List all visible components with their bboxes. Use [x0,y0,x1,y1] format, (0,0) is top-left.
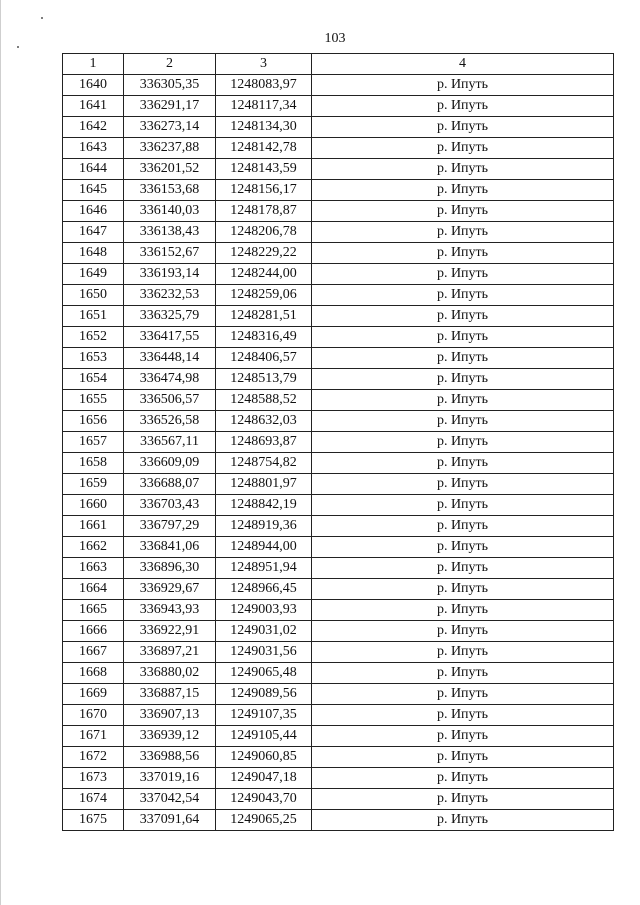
x-coordinate-cell: 336797,29 [124,516,216,537]
y-coordinate-cell: 1248588,52 [216,390,312,411]
point-number-cell: 1642 [63,117,124,138]
header-col-2: 2 [124,54,216,75]
point-number-cell: 1655 [63,390,124,411]
description-cell: р. Ипуть [312,327,614,348]
point-number-cell: 1662 [63,537,124,558]
table-row [63,558,614,579]
table-row [63,390,614,411]
header-col-4: 4 [312,54,614,75]
table-row [63,768,614,789]
description-cell: р. Ипуть [312,348,614,369]
table-row [63,306,614,327]
table-row [63,474,614,495]
x-coordinate-cell: 336567,11 [124,432,216,453]
description-cell: р. Ипуть [312,201,614,222]
scan-speck [41,17,43,19]
description-cell: р. Ипуть [312,621,614,642]
x-coordinate-cell: 336896,30 [124,558,216,579]
description-cell: р. Ипуть [312,411,614,432]
point-number-cell: 1670 [63,705,124,726]
y-coordinate-cell: 1249031,02 [216,621,312,642]
y-coordinate-cell: 1249089,56 [216,684,312,705]
table-row [63,159,614,180]
description-cell: р. Ипуть [312,747,614,768]
scan-edge [0,0,1,905]
y-coordinate-cell: 1248919,36 [216,516,312,537]
table-row [63,726,614,747]
point-number-cell: 1656 [63,411,124,432]
x-coordinate-cell: 336929,67 [124,579,216,600]
point-number-cell: 1667 [63,642,124,663]
x-coordinate-cell: 336506,57 [124,390,216,411]
description-cell: р. Ипуть [312,684,614,705]
x-coordinate-cell: 336922,91 [124,621,216,642]
y-coordinate-cell: 1248406,57 [216,348,312,369]
point-number-cell: 1668 [63,663,124,684]
x-coordinate-cell: 336325,79 [124,306,216,327]
table-row [63,243,614,264]
point-number-cell: 1641 [63,96,124,117]
y-coordinate-cell: 1248143,59 [216,159,312,180]
x-coordinate-cell: 336232,53 [124,285,216,306]
table-row [63,684,614,705]
description-cell: р. Ипуть [312,243,614,264]
point-number-cell: 1671 [63,726,124,747]
description-cell: р. Ипуть [312,159,614,180]
x-coordinate-cell: 337042,54 [124,789,216,810]
point-number-cell: 1658 [63,453,124,474]
page-number: 103 [324,31,346,46]
table-row [63,579,614,600]
point-number-cell: 1661 [63,516,124,537]
x-coordinate-cell: 336201,52 [124,159,216,180]
point-number-cell: 1673 [63,768,124,789]
x-coordinate-cell: 336138,43 [124,222,216,243]
description-cell: р. Ипуть [312,369,614,390]
description-cell: р. Ипуть [312,222,614,243]
point-number-cell: 1672 [63,747,124,768]
description-cell: р. Ипуть [312,96,614,117]
description-cell: р. Ипуть [312,138,614,159]
point-number-cell: 1675 [63,810,124,831]
table-row [63,117,614,138]
table-row [63,327,614,348]
x-coordinate-cell: 336193,14 [124,264,216,285]
table-body [63,75,614,831]
x-coordinate-cell: 336417,55 [124,327,216,348]
table-row [63,789,614,810]
description-cell: р. Ипуть [312,180,614,201]
y-coordinate-cell: 1248083,97 [216,75,312,96]
description-cell: р. Ипуть [312,306,614,327]
point-number-cell: 1666 [63,621,124,642]
description-cell: р. Ипуть [312,663,614,684]
table-row [63,96,614,117]
x-coordinate-cell: 336688,07 [124,474,216,495]
table-row [63,747,614,768]
point-number-cell: 1648 [63,243,124,264]
x-coordinate-cell: 336841,06 [124,537,216,558]
y-coordinate-cell: 1249065,25 [216,810,312,831]
table-row [63,516,614,537]
x-coordinate-cell: 336988,56 [124,747,216,768]
point-number-cell: 1663 [63,558,124,579]
y-coordinate-cell: 1248632,03 [216,411,312,432]
y-coordinate-cell: 1249003,93 [216,600,312,621]
y-coordinate-cell: 1248229,22 [216,243,312,264]
y-coordinate-cell: 1249047,18 [216,768,312,789]
description-cell: р. Ипуть [312,516,614,537]
y-coordinate-cell: 1249060,85 [216,747,312,768]
x-coordinate-cell: 336305,35 [124,75,216,96]
header-col-3: 3 [216,54,312,75]
description-cell: р. Ипуть [312,705,614,726]
table-row [63,180,614,201]
y-coordinate-cell: 1248316,49 [216,327,312,348]
y-coordinate-cell: 1248117,34 [216,96,312,117]
point-number-cell: 1643 [63,138,124,159]
description-cell: р. Ипуть [312,789,614,810]
table-row [63,600,614,621]
x-coordinate-cell: 336609,09 [124,453,216,474]
y-coordinate-cell: 1248966,45 [216,579,312,600]
y-coordinate-cell: 1249107,35 [216,705,312,726]
y-coordinate-cell: 1248259,06 [216,285,312,306]
y-coordinate-cell: 1248281,51 [216,306,312,327]
y-coordinate-cell: 1249031,56 [216,642,312,663]
point-number-cell: 1654 [63,369,124,390]
description-cell: р. Ипуть [312,432,614,453]
x-coordinate-cell: 336273,14 [124,117,216,138]
x-coordinate-cell: 336237,88 [124,138,216,159]
point-number-cell: 1665 [63,600,124,621]
y-coordinate-cell: 1248142,78 [216,138,312,159]
x-coordinate-cell: 336907,13 [124,705,216,726]
description-cell: р. Ипуть [312,810,614,831]
point-number-cell: 1664 [63,579,124,600]
table-row [63,348,614,369]
y-coordinate-cell: 1249043,70 [216,789,312,810]
y-coordinate-cell: 1248134,30 [216,117,312,138]
x-coordinate-cell: 336943,93 [124,600,216,621]
description-cell: р. Ипуть [312,390,614,411]
point-number-cell: 1646 [63,201,124,222]
description-cell: р. Ипуть [312,285,614,306]
x-coordinate-cell: 336291,17 [124,96,216,117]
y-coordinate-cell: 1248178,87 [216,201,312,222]
description-cell: р. Ипуть [312,579,614,600]
y-coordinate-cell: 1248801,97 [216,474,312,495]
description-cell: р. Ипуть [312,453,614,474]
table-row [63,411,614,432]
y-coordinate-cell: 1248693,87 [216,432,312,453]
y-coordinate-cell: 1248206,78 [216,222,312,243]
point-number-cell: 1644 [63,159,124,180]
table-row [63,621,614,642]
x-coordinate-cell: 336703,43 [124,495,216,516]
description-cell: р. Ипуть [312,264,614,285]
y-coordinate-cell: 1248842,19 [216,495,312,516]
x-coordinate-cell: 336140,03 [124,201,216,222]
x-coordinate-cell: 336448,14 [124,348,216,369]
table-row [63,369,614,390]
x-coordinate-cell: 336526,58 [124,411,216,432]
point-number-cell: 1640 [63,75,124,96]
description-cell: р. Ипуть [312,768,614,789]
x-coordinate-cell: 336474,98 [124,369,216,390]
y-coordinate-cell: 1249065,48 [216,663,312,684]
table-row [63,495,614,516]
description-cell: р. Ипуть [312,600,614,621]
point-number-cell: 1674 [63,789,124,810]
table-row [63,453,614,474]
description-cell: р. Ипуть [312,642,614,663]
y-coordinate-cell: 1248754,82 [216,453,312,474]
table-row [63,75,614,96]
table-row [63,705,614,726]
table-row [63,642,614,663]
y-coordinate-cell: 1248944,00 [216,537,312,558]
point-number-cell: 1657 [63,432,124,453]
table-row [63,138,614,159]
x-coordinate-cell: 337019,16 [124,768,216,789]
point-number-cell: 1645 [63,180,124,201]
point-number-cell: 1649 [63,264,124,285]
table-row [63,810,614,831]
y-coordinate-cell: 1248156,17 [216,180,312,201]
description-cell: р. Ипуть [312,495,614,516]
point-number-cell: 1669 [63,684,124,705]
point-number-cell: 1653 [63,348,124,369]
description-cell: р. Ипуть [312,75,614,96]
x-coordinate-cell: 336153,68 [124,180,216,201]
header-col-1: 1 [63,54,124,75]
point-number-cell: 1650 [63,285,124,306]
table-row [63,432,614,453]
y-coordinate-cell: 1249105,44 [216,726,312,747]
x-coordinate-cell: 336887,15 [124,684,216,705]
x-coordinate-cell: 337091,64 [124,810,216,831]
table-row [63,201,614,222]
description-cell: р. Ипуть [312,558,614,579]
y-coordinate-cell: 1248513,79 [216,369,312,390]
description-cell: р. Ипуть [312,474,614,495]
table-row [63,537,614,558]
coordinates-table [62,53,614,831]
x-coordinate-cell: 336152,67 [124,243,216,264]
x-coordinate-cell: 336897,21 [124,642,216,663]
table-row [63,285,614,306]
description-cell: р. Ипуть [312,117,614,138]
point-number-cell: 1659 [63,474,124,495]
table-row [63,222,614,243]
table-header-row [63,54,614,75]
table-row [63,663,614,684]
point-number-cell: 1652 [63,327,124,348]
y-coordinate-cell: 1248951,94 [216,558,312,579]
point-number-cell: 1651 [63,306,124,327]
description-cell: р. Ипуть [312,726,614,747]
point-number-cell: 1660 [63,495,124,516]
point-number-cell: 1647 [63,222,124,243]
table-row [63,264,614,285]
description-cell: р. Ипуть [312,537,614,558]
x-coordinate-cell: 336880,02 [124,663,216,684]
x-coordinate-cell: 336939,12 [124,726,216,747]
y-coordinate-cell: 1248244,00 [216,264,312,285]
